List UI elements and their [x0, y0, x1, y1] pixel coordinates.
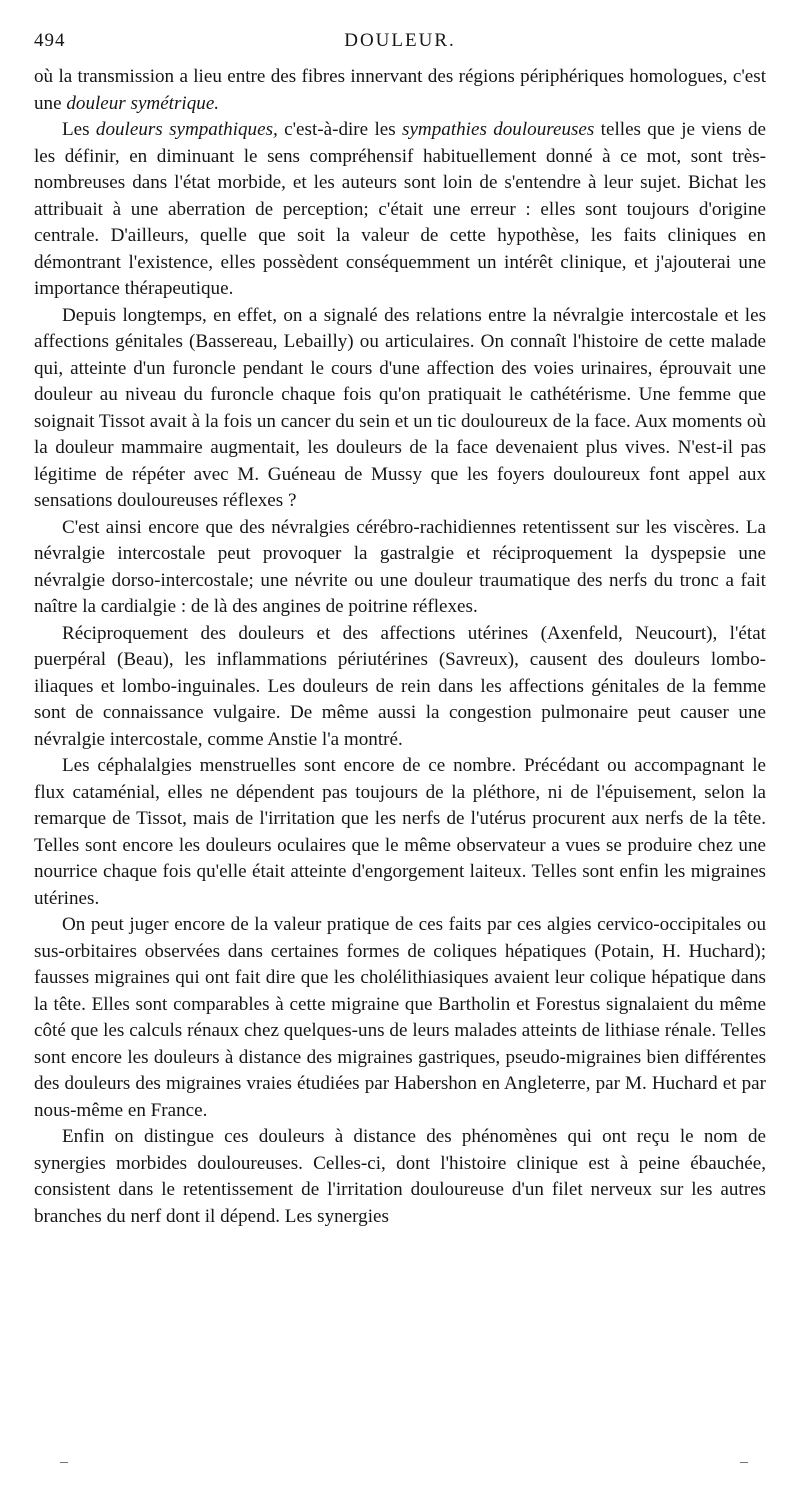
italic-segment: sympathies douloureuses [402, 119, 595, 140]
text-segment: Réciproquement des douleurs et des affections utérines (Axenfeld, Neucourt), l'état puerpéral (Beau), les inflammations périutérines (Savreux), causent des douleurs lombo-iliaques et lombo-inguinales. Les douleurs de rein dans les affections génitales de la femme sont de connaissance vulgaire. De même aussi la congestion pulmonaire peut causer une névralgie intercostale, comme Anstie l'a montré. [34, 622, 766, 750]
scan-mark-left [60, 1462, 68, 1463]
body-text [34, 64, 766, 1230]
paragraph-6 [34, 753, 766, 912]
paragraph-8 [34, 1124, 766, 1230]
running-title: DOULEUR. [344, 30, 456, 51]
paragraph-3 [34, 303, 766, 515]
paragraph-2 [34, 117, 766, 303]
paragraph-4 [34, 515, 766, 621]
text-segment: Enfin on distingue ces douleurs à distance des phénomènes qui ont reçu le nom de synergies morbides douloureuses. Celles-ci, dont l'histoire clinique est à peine ébauchée, consistent dans le retentissement de l'irritation douloureuse d'un filet nerveux sur les autres branches du nerf dont il dépend. Les synergies [34, 1126, 766, 1227]
text-segment: Depuis longtemps, en effet, on a signalé des relations entre la névralgie intercostale et les affections génitales (Bassereau, Lebailly) ou articulaires. On connaît l'histoire de cette malade qui, atteinte d'un furoncle pendant le cours d'une affection des voies urinaires, éprouvait une douleur au niveau du furoncle chaque fois qu'on pratiquait le cathétérisme. Une femme que soignait Tissot avait à la fois un cancer du sein et un tic douloureux de la face. Aux moments où la douleur mammaire augmentait, les douleurs de la face devenaient plus vives. N'est-il pas légitime de répéter avec M. Guéneau de Mussy que les foyers douloureux font appel aux sensations douloureuses réflexes ? [34, 304, 766, 511]
italic-segment: douleur symétrique. [66, 92, 220, 114]
paragraph-5 [34, 621, 766, 754]
text-segment: c'est-à-dire les [277, 119, 403, 140]
text-segment: Les céphalalgies menstruelles sont encore de ce nombre. Précédant ou accompagnant le flux cataménial, elles ne dépendent pas toujours de la pléthore, ni de l'épuisement, selon la remarque de Tissot, mais de l'irritation que les nerfs de l'utérus procurent aux nerfs de la tête. Telles sont encore les douleurs oculaires que le même observateur a vues se produire chez une nourrice chaque fois qu'elle était atteinte d'engorgement laiteux. Telles sont enfin les migraines utérines. [34, 755, 766, 909]
scan-mark-right [740, 1462, 748, 1463]
book-page [34, 30, 766, 1230]
page-number: 494 [34, 30, 66, 51]
text-segment: On peut juger encore de la valeur pratique de ces faits par ces algies cervico-occipitales ou sus-orbitaires observées dans certaines formes de coliques hépatiques (Potain, H. Huchard); fausses migraines qui ont fait dire que les cholélithiasiques avaient leur colique hépatique dans la tête. Elles sont comparables à cette migraine que Bartholin et Forestus signalaient du même côté que les calculs rénaux chez quelques-uns de leurs malades atteints de lithiase rénale. Telles sont encore les douleurs à distance des migraines gastriques, pseudo-migraines bien différentes des douleurs des migraines vraies étudiées par Habershon en Angleterre, par M. Huchard et par nous-même en France. [34, 914, 766, 1121]
italic-segment: douleurs sympathiques, [95, 119, 278, 140]
text-segment: où la transmission a lieu entre des fibres innervant des régions périphériques homologues, c'est une [34, 66, 766, 114]
text-segment: Les [62, 119, 96, 140]
paragraph-7 [34, 912, 766, 1124]
paragraph-1 [34, 64, 766, 117]
text-segment: telles que je viens de les définir, en diminuant le sens compréhensif habituellement donné à ce mot, sont très-nombreuses dans l'état morbide, et les auteurs sont loin de s'entendre à leur sujet. Bichat les attribuait à une aberration de perception; c'était une erreur : elles sont toujours d'origine centrale. D'ailleurs, quelle que soit la valeur de cette hypothèse, les faits cliniques en démontrant l'existence, elles possèdent conséquemment un intérêt clinique, et j'ajouterai une importance thérapeutique. [34, 119, 766, 299]
page-header [34, 30, 766, 56]
text-segment: C'est ainsi encore que des névralgies cérébro-rachidiennes retentissent sur les viscères. La névralgie intercostale peut provoquer la gastralgie et réciproquement la dyspepsie une névralgie dorso-intercostale; une névrite ou une douleur traumatique des nerfs du tronc a fait naître la cardialgie : de là des angines de poitrine réflexes. [34, 516, 766, 617]
